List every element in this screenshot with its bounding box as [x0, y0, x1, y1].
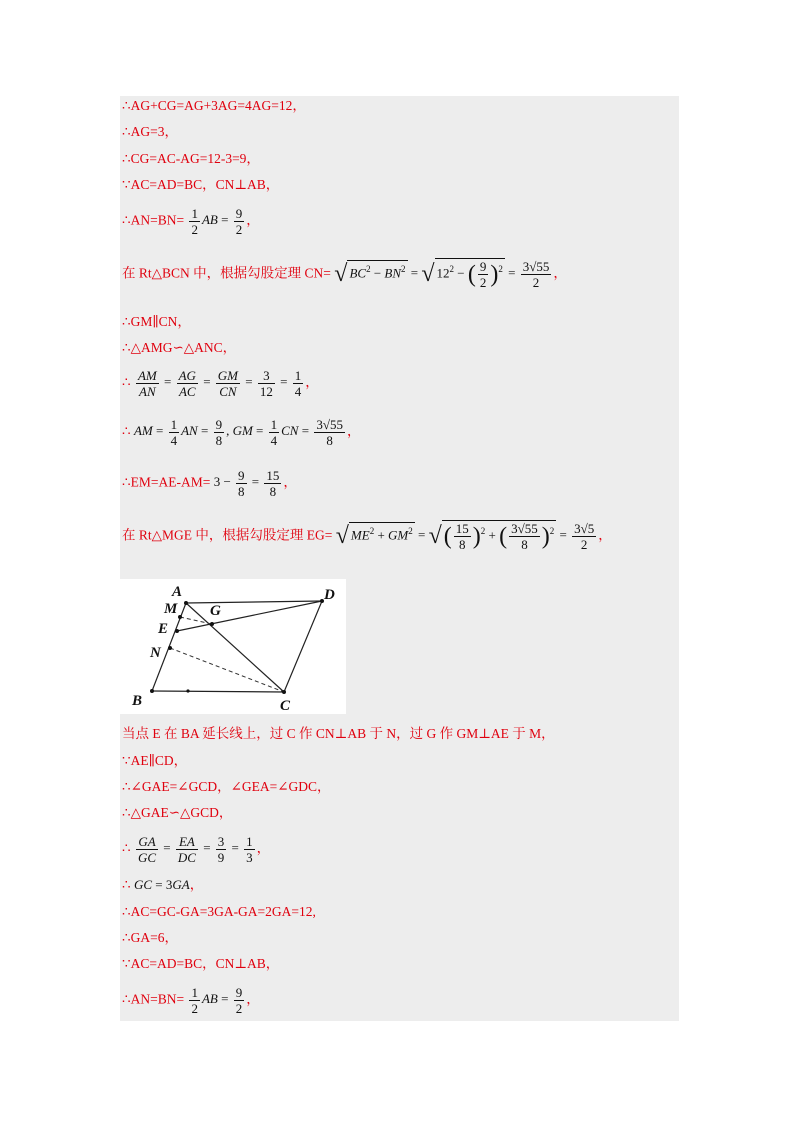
point-B: [150, 689, 154, 693]
segment-DC: [284, 601, 322, 692]
proof-line-10: ∴ AM = $\frac{1}{4}$ AN = $\frac{9}{8}$ , GM = $\frac{1}{4}$ CN = $\frac{3√55}{8}$ ，: [122, 417, 361, 448]
proof-line-11: ∴EM=AE-AM= 3 − $\frac{9}{8}$ = $\frac{15}{8}$ ，: [122, 468, 297, 499]
geometry-diagram: [120, 579, 346, 714]
proof-line-18: ∴ GC = 3GA，: [122, 877, 204, 892]
proof-line-5: ∴AN=BN= $\frac{1}{2}$ AB = $\frac{9}{2}$ ，: [122, 206, 260, 237]
label-E: E: [158, 621, 169, 637]
proof-line-21: ∵AC=AD=BC，CN⊥AB，: [122, 956, 280, 971]
proof-line-1: ∴AG+CG=AG+3AG=4AG=12，: [122, 98, 306, 113]
point-M: [178, 615, 182, 619]
proof-line-12: 在 Rt△MGE 中，根据勾股定理 EG= √ $ME^2 + GM^2$ = √( $\frac{15}{8}$ )$^2$ + ( $\frac{3√55}{8}$ )$^2$ = $\frac{3√5}{2}$ ，: [122, 521, 612, 552]
proof-line-8: ∴△AMG∽△ANC，: [122, 340, 237, 355]
proof-line-3: ∴CG=AC-AG=12-3=9，: [122, 151, 260, 166]
proof-line-9: ∴ $\frac{AM}{AN}$ = $\frac{AG}{AC}$ = $\frac{GM}{CN}$ = $\frac{3}{12}$ = $\frac{1}{4}$ ，: [122, 368, 319, 399]
label-G: G: [210, 603, 221, 619]
proof-line-2: ∴AG=3，: [122, 124, 178, 139]
segment-BC: [152, 691, 284, 692]
proof-line-22: ∴AN=BN= $\frac{1}{2}$ AB = $\frac{9}{2}$ ，: [122, 985, 260, 1016]
label-N: N: [150, 645, 161, 661]
point-E: [175, 629, 179, 633]
label-B: B: [132, 693, 143, 709]
point-G: [210, 622, 214, 626]
proof-line-14: ∵AE∥CD，: [122, 753, 188, 768]
segment-AC: [186, 603, 284, 692]
label-A: A: [172, 584, 183, 600]
proof-line-19: ∴AC=GC-GA=3GA-GA=2GA=12,: [122, 904, 316, 919]
proof-line-13: 当点 E 在 BA 延长线上，过 C 作 CN⊥AB 于 N，过 G 作 GM⊥AE 于 M，: [122, 726, 555, 741]
proof-line-4: ∵AC=AD=BC，CN⊥AB，: [122, 177, 280, 192]
proof-line-7: ∴GM∥CN，: [122, 314, 191, 329]
label-M: M: [164, 601, 178, 617]
segment-AD: [186, 601, 322, 603]
point-A: [184, 601, 188, 605]
label-D: D: [324, 587, 335, 603]
proof-line-15: ∴∠GAE=∠GCD，∠GEA=∠GDC，: [122, 779, 331, 794]
proof-line-20: ∴GA=6，: [122, 930, 178, 945]
label-C: C: [280, 698, 291, 714]
proof-line-17: ∴ $\frac{GA}{GC}$ = $\frac{EA}{DC}$ = $\frac{3}{9}$ = $\frac{1}{3}$ ，: [122, 834, 271, 865]
proof-line-6: 在 Rt△BCN 中，根据勾股定理 CN= √ $BC^2 - BN^2$ = √ $12^2$ − ( $\frac{9}{2}$ )$^2$ = $\frac{3√55}{2}$ ，: [122, 259, 567, 290]
segment-NC: [170, 648, 284, 692]
point-midBC: [186, 689, 189, 692]
point-C: [282, 690, 286, 694]
proof-line-16: ∴△GAE∽△GCD，: [122, 805, 233, 820]
point-N: [168, 646, 172, 650]
segment-ED: [177, 601, 322, 631]
